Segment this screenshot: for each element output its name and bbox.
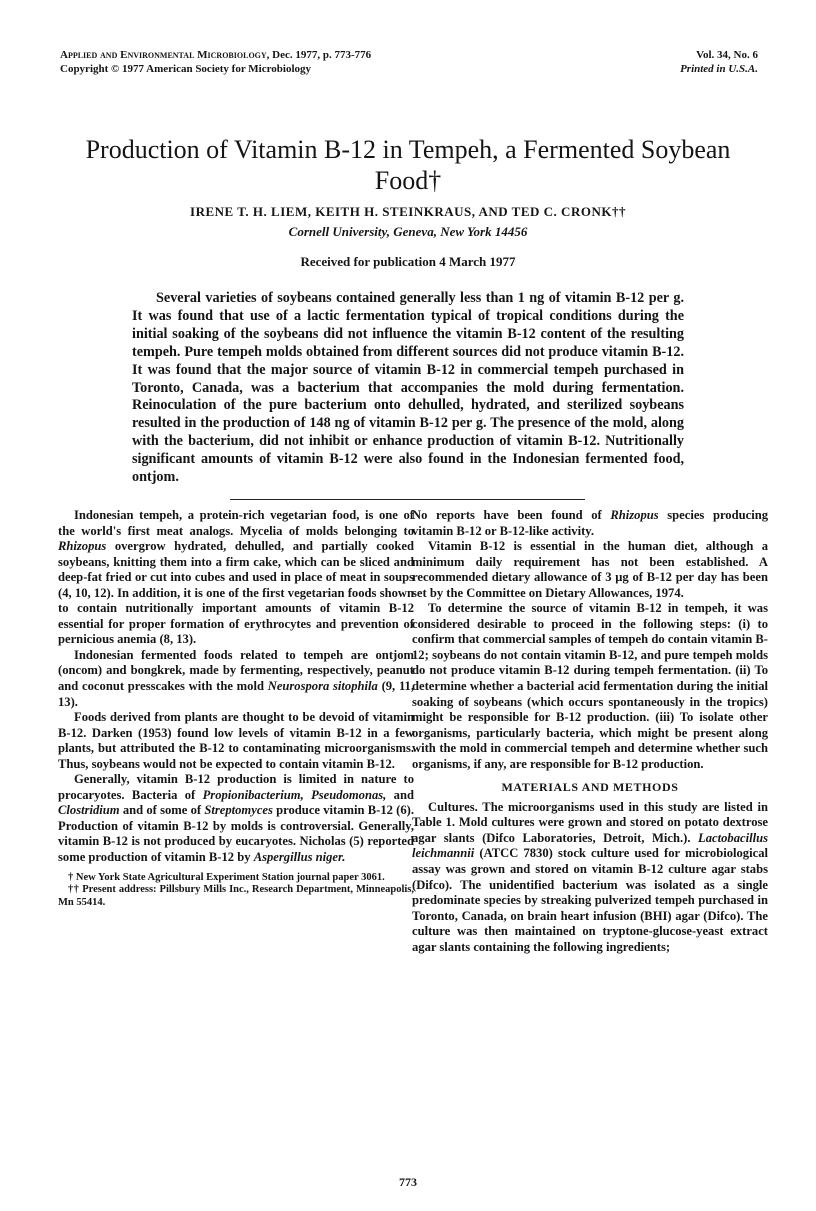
printed-info: Printed in U.S.A. bbox=[680, 63, 758, 75]
genus-name: Streptomyces bbox=[204, 803, 273, 818]
species-name: Lactobacillus leichmannii bbox=[412, 830, 768, 861]
genus-name: Rhizopus bbox=[610, 508, 659, 522]
species-name: Aspergillus niger. bbox=[253, 850, 346, 865]
intro-paragraph-6: To determine the source of vitamin B-12 in tempeh, it was considered desirable to proceed in the following steps: (i) to confirm that commercial samples of tempeh do contain vitamin B-12; soybeans do not contain vitamin B-12, and pure tempeh molds do not produce vitamin B-12 during tempeh fermentation. (ii) To determine whether a bacterial acid fermentation during the initial soaking of soybeans (which occurs spontaneously in the tropics) might be responsible for B-12 production. (iii) To isolate other organisms, particularly bacteria, which might be present along with the mold in commercial tempeh and determine whether such organisms, if any, are responsible for B-12 production. bbox=[412, 601, 768, 771]
page-number: 773 bbox=[399, 1175, 417, 1189]
species-name: Neurospora sitophila bbox=[267, 679, 378, 694]
journal-citation bbox=[60, 48, 371, 62]
running-header-right bbox=[680, 48, 758, 76]
footnotes bbox=[58, 872, 414, 910]
copyright-line: Copyright © 1977 American Society for Microbiology bbox=[60, 63, 312, 75]
title-line-2: Food† bbox=[374, 166, 442, 195]
received-date: Received for publication 4 March 1977 bbox=[300, 254, 516, 269]
run-in-heading: Cultures. bbox=[428, 799, 478, 814]
intro-paragraph-4: Generally, vitamin B-12 production is limited in nature to procaryotes. Bacteria of Propionibacterium, Pseudomonas, and Clostridium and of some of Streptomyces produce vitamin B-12 (6). Production of vitamin B-12 by molds is controversial. Generally, vitamin B-12 is not produced by eucaryotes. Nicholas (5) reported some production of vitamin B-12 by Aspergillus niger. bbox=[58, 772, 414, 865]
article-title bbox=[40, 134, 776, 196]
abstract: Several varieties of soybeans contained generally less than 1 ng of vitamin B-12 per g. It was found that use of a lactic fermentation typical of tropical conditions during the initial soaking of the soybeans did not influence the vitamin B-12 content of the resulting tempeh. Pure tempeh molds obtained from different sources did not produce vitamin B-12. It was found that the major source of vitamin B-12 in commercial tempeh purchased in Toronto, Canada, was a bacterium that accompanies the mold during fermentation. Reinoculation of the pure bacterium onto dehulled, hydrated, and sterilized soybeans resulted in the production of 148 ng of vitamin B-12 per g. The presence of the mold, along with the bacterium, did not inhibit or enhance production of vitamin B-12. Nutritionally significant amounts of vitamin B-12 were also found in the Indonesian fermented food, ontjom. bbox=[132, 290, 684, 486]
title-line-1: Production of Vitamin B-12 in Tempeh, a Fermented Soybean bbox=[85, 135, 731, 164]
abstract-divider bbox=[230, 499, 585, 500]
intro-continuation: No reports have been found of Rhizopus species producing vitamin B-12 or B-12-like activity. bbox=[412, 508, 769, 538]
author-list: IRENE T. H. LIEM, KEITH H. STEINKRAUS, AND TED C. CRONK†† bbox=[190, 204, 626, 219]
footnote-2: †† Present address: Pillsbury Mills Inc., Research Department, Minneapolis, Mn 55414. bbox=[58, 884, 414, 908]
intro-paragraph-3: Foods derived from plants are thought to be devoid of vitamin B-12. Darken (1953) found low levels of vitamin B-12 in a few plants, but attributed the B-12 to contaminating microorganisms. Thus, soybeans would not be expected to contain vitamin B-12. bbox=[58, 710, 414, 771]
affiliation: Cornell University, Geneva, New York 14456 bbox=[288, 224, 528, 239]
genus-name: Rhizopus bbox=[58, 539, 107, 554]
section-heading: MATERIALS AND METHODS bbox=[501, 780, 679, 795]
right-column bbox=[412, 508, 768, 955]
genus-name: Clostridium bbox=[58, 803, 120, 818]
genus-name: Propionibacterium, Pseudomonas, bbox=[202, 787, 387, 802]
issue-info: , Dec. 1977, p. 773-776 bbox=[266, 49, 372, 61]
left-column bbox=[58, 508, 414, 909]
intro-paragraph-1: Indonesian tempeh, a protein-rich vegetarian food, is one of the world's first meat analogs. Mycelia of molds belonging to Rhizopus overgrow hydrated, dehulled, and partially cooked soybeans, knitting them into a firm cake, which can be sliced and deep-fat fried or cut into cubes and used in place of meat in soups (4, 10, 12). In addition, it is one of the first vegetarian foods shown to contain nutritionally important amounts of vitamin B-12 essential for proper formation of erythrocytes and prevention of pernicious anemia (8, 13). bbox=[58, 508, 414, 647]
journal-name: Applied and Environmental Microbiology bbox=[60, 49, 267, 61]
methods-paragraph-1: Cultures. The microorganisms used in this study are listed in Table 1. Mold cultures were grown and stored on potato dextrose agar slants (Difco Laboratories, Detroit, Mich.). Lactobacillus leichmannii (ATCC 7830) stock culture used for microbiological assay was grown and stored on vitamin B-12 culture agar stabs (Difco). The unidentified bacterium was isolated as a single predominate species by streaking pulverized tempeh purchased in Toronto, Canada, on brain heart infusion (BHI) agar (Difco). The culture was then maintained on tryptone-glucose-yeast extract agar slants containing the following ingredients; bbox=[412, 799, 768, 954]
intro-paragraph-5: Vitamin B-12 is essential in the human diet, although a minimum daily requirement has not been established. A recommended dietary allowance of 3 μg of B-12 per day has been set by the Committee on Dietary Allowances, 1974. bbox=[412, 539, 768, 600]
footnote-1: † New York State Agricultural Experiment Station journal paper 3061. bbox=[68, 871, 385, 883]
volume-info: Vol. 34, No. 6 bbox=[696, 49, 758, 61]
running-header-left bbox=[60, 48, 371, 76]
intro-paragraph-2: Indonesian fermented foods related to tempeh are ontjom (oncom) and bongkrek, made by fermenting, respectively, peanut and coconut presscakes with the mold Neurospora sitophila (9, 11, 13). bbox=[58, 647, 414, 709]
